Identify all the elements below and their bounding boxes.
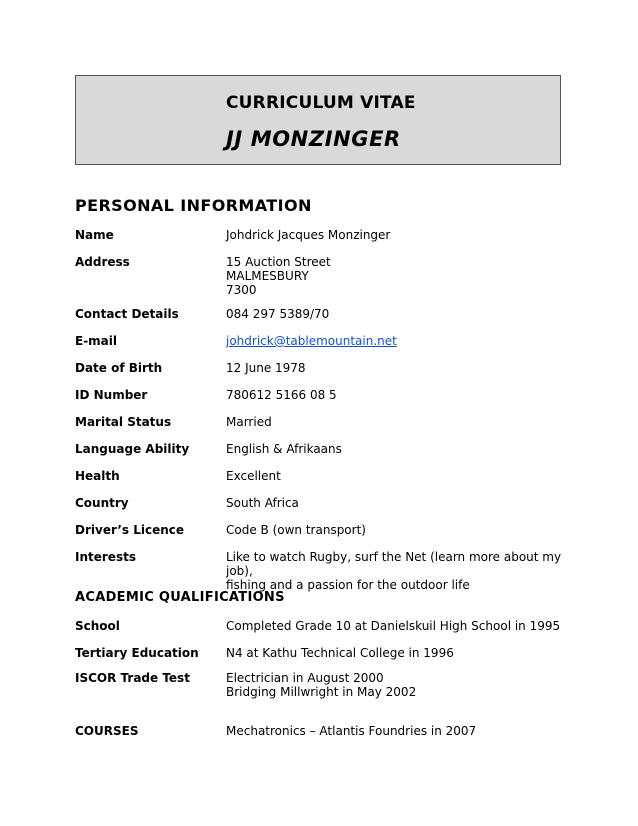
marital-label: Marital Status — [75, 415, 172, 429]
address-line: 7300 — [226, 283, 257, 297]
iscor-line: Electrician in August 2000 — [226, 671, 384, 685]
personal-information-heading: PERSONAL INFORMATION — [75, 196, 312, 215]
school-label: School — [75, 619, 120, 633]
iscor-line: Bridging Millwright in May 2002 — [226, 685, 417, 699]
health-label: Health — [75, 469, 120, 483]
cv-header-box — [75, 75, 561, 165]
marital-value: Married — [226, 415, 272, 429]
academic-qualifications-heading: ACADEMIC QUALIFICATIONS — [75, 590, 285, 605]
courses-value: Mechatronics – Atlantis Foundries in 2007 — [226, 724, 477, 738]
dob-label: Date of Birth — [75, 361, 163, 375]
courses-label: COURSES — [75, 724, 139, 738]
address-line: MALMESBURY — [226, 269, 309, 283]
interests-value — [226, 550, 566, 592]
name-label: Name — [75, 228, 114, 242]
licence-label: Driver’s Licence — [75, 523, 185, 537]
tertiary-label: Tertiary Education — [75, 646, 199, 660]
iscor-value — [226, 671, 566, 699]
address-value — [226, 255, 566, 297]
document-title: CURRICULUM VITAE — [226, 93, 416, 113]
language-value: English & Afrikaans — [226, 442, 342, 456]
iscor-label: ISCOR Trade Test — [75, 671, 190, 685]
interests-line: fishing and a passion for the outdoor life — [226, 578, 470, 592]
contact-value: 084 297 5389/70 — [226, 307, 330, 321]
email-link[interactable]: johdrick@tablemountain.net — [226, 334, 397, 348]
contact-label: Contact Details — [75, 307, 179, 321]
country-value: South Africa — [226, 496, 299, 510]
candidate-name-heading: JJ MONZINGER — [226, 127, 401, 151]
dob-value: 12 June 1978 — [226, 361, 306, 375]
email-value-container — [226, 334, 566, 348]
health-value: Excellent — [226, 469, 281, 483]
id-label: ID Number — [75, 388, 148, 402]
licence-value: Code B (own transport) — [226, 523, 366, 537]
tertiary-value: N4 at Kathu Technical College in 1996 — [226, 646, 454, 660]
address-label: Address — [75, 255, 130, 269]
id-value: 780612 5166 08 5 — [226, 388, 337, 402]
name-value: Johdrick Jacques Monzinger — [226, 228, 391, 242]
email-label: E-mail — [75, 334, 118, 348]
country-label: Country — [75, 496, 129, 510]
school-value: Completed Grade 10 at Danielskuil High School in 1995 — [226, 619, 561, 633]
interests-line: Like to watch Rugby, surf the Net (learn more about my job), — [226, 550, 562, 578]
interests-label: Interests — [75, 550, 136, 564]
address-line: 15 Auction Street — [226, 255, 331, 269]
language-label: Language Ability — [75, 442, 190, 456]
